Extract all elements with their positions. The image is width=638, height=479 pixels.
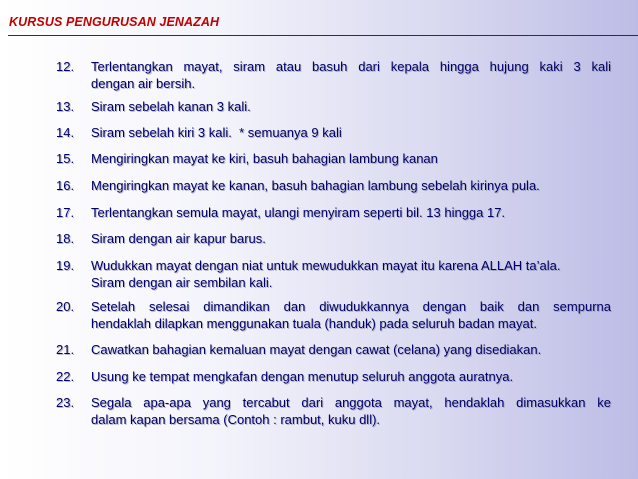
item-line: Segala apa-apa yang tercabut dari anggota mayat, hendaklah dimasukkan ke: [91, 395, 611, 410]
item-line: Siram sebelah kiri 3 kali. * semuanya 9 kali: [91, 125, 342, 140]
item-line: dalam kapan bersama (Contoh : rambut, kuku dll).: [91, 412, 381, 427]
item-text: [91, 204, 611, 221]
item-line: Siram dengan air kapur barus.: [91, 231, 266, 246]
item-text: [91, 230, 611, 247]
item-text: [91, 341, 611, 358]
item-text: [91, 177, 611, 194]
item-number: 14.: [56, 125, 75, 140]
item-number: 15.: [56, 151, 75, 166]
item-number: 19.: [56, 258, 75, 273]
item-line: Cawatkan bahagian kemaluan mayat dengan cawat (celana) yang disediakan.: [91, 342, 542, 357]
item-line: Mengiringkan mayat ke kanan, basuh bahagian lambung sebelah kirinya pula.: [91, 178, 540, 193]
item-text: [91, 257, 611, 291]
slide-header-title: KURSUS PENGURUSAN JENAZAH: [9, 15, 220, 29]
item-number: 12.: [56, 59, 75, 74]
item-line: Terlentangkan semula mayat, ulangi menyiram seperti bil. 13 hingga 17.: [91, 205, 506, 220]
item-line: Setelah selesai dimandikan dan diwudukkannya dengan baik dan sempurna: [91, 299, 611, 314]
item-line: Siram sebelah kanan 3 kali.: [91, 99, 251, 114]
item-number: 13.: [56, 99, 75, 114]
item-text: [91, 394, 611, 428]
item-line: hendaklah dilapkan menggunakan tuala (handuk) pada seluruh badan mayat.: [91, 316, 537, 331]
item-text: [91, 368, 611, 385]
item-line: Usung ke tempat mengkafan dengan menutup seluruh anggota auratnya.: [91, 369, 514, 384]
item-number: 17.: [56, 205, 75, 220]
item-number: 22.: [56, 369, 75, 384]
item-number: 20.: [56, 299, 75, 314]
item-text: [91, 124, 611, 141]
item-line: Siram dengan air sembilan kali.: [91, 275, 273, 290]
item-number: 18.: [56, 231, 75, 246]
item-text: [91, 98, 611, 115]
item-line: Terlentangkan mayat, siram atau basuh dari kepala hingga hujung kaki 3 kali: [91, 59, 611, 74]
item-line: Mengiringkan mayat ke kiri, basuh bahagian lambung kanan: [91, 151, 438, 166]
item-number: 21.: [56, 342, 75, 357]
item-line: Wudukkan mayat dengan niat untuk mewudukkan mayat itu karena ALLAH ta’ala.: [91, 258, 561, 273]
header-divider: [8, 35, 638, 36]
item-number: 16.: [56, 178, 75, 193]
item-line: dengan air bersih.: [91, 76, 196, 91]
item-text: [91, 58, 611, 92]
item-text: [91, 298, 611, 332]
item-number: 23.: [56, 395, 75, 410]
item-text: [91, 150, 611, 167]
